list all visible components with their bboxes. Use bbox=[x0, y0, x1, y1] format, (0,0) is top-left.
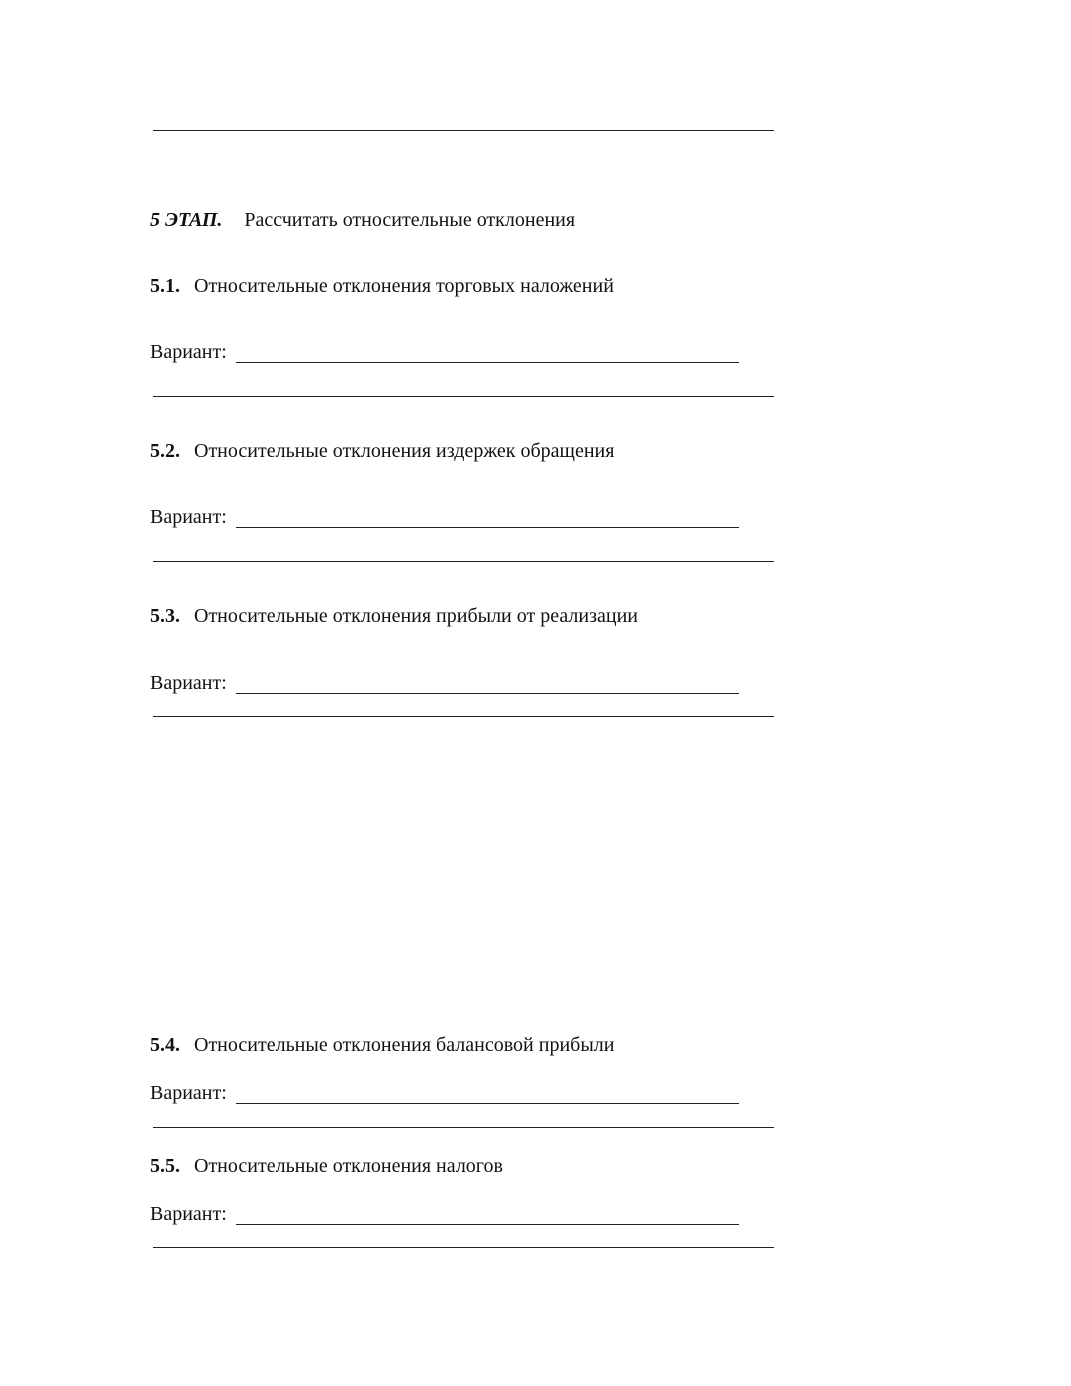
answer-line-5-3[interactable] bbox=[153, 716, 774, 717]
variant-answer-line-5-4[interactable] bbox=[236, 1103, 739, 1104]
section-heading-5-4 bbox=[150, 1033, 614, 1057]
blank-line-top bbox=[153, 130, 774, 131]
stage-title: Рассчитать относительные отклонения bbox=[244, 209, 576, 231]
variant-answer-line-5-2[interactable] bbox=[236, 527, 739, 528]
section-title: Относительные отклонения издержек обращения bbox=[194, 440, 615, 462]
answer-line-5-2[interactable] bbox=[153, 561, 774, 562]
answer-line-5-5[interactable] bbox=[153, 1247, 774, 1248]
section-title: Относительные отклонения балансовой прибыли bbox=[194, 1034, 615, 1056]
variant-label-5-1: Вариант: bbox=[150, 341, 227, 363]
section-number: 5.5. bbox=[150, 1155, 180, 1177]
variant-label-5-2: Вариант: bbox=[150, 506, 227, 528]
section-heading-5-3 bbox=[150, 604, 638, 628]
section-number: 5.3. bbox=[150, 605, 180, 627]
variant-answer-line-5-3[interactable] bbox=[236, 693, 739, 694]
answer-line-5-1[interactable] bbox=[153, 396, 774, 397]
stage-heading bbox=[150, 208, 575, 232]
section-number: 5.1. bbox=[150, 275, 180, 297]
section-number: 5.2. bbox=[150, 440, 180, 462]
variant-label-5-4: Вариант: bbox=[150, 1082, 227, 1104]
section-heading-5-5 bbox=[150, 1154, 503, 1178]
section-title: Относительные отклонения прибыли от реализации bbox=[194, 605, 638, 627]
stage-number: 5 ЭТАП. bbox=[150, 209, 223, 231]
variant-answer-line-5-5[interactable] bbox=[236, 1224, 739, 1225]
section-heading-5-2 bbox=[150, 439, 614, 463]
variant-label-5-5: Вариант: bbox=[150, 1203, 227, 1225]
variant-answer-line-5-1[interactable] bbox=[236, 362, 739, 363]
variant-label-5-3: Вариант: bbox=[150, 672, 227, 694]
answer-line-5-4[interactable] bbox=[153, 1127, 774, 1128]
section-title: Относительные отклонения торговых наложений bbox=[194, 275, 614, 297]
section-number: 5.4. bbox=[150, 1034, 180, 1056]
section-heading-5-1 bbox=[150, 274, 614, 298]
section-title: Относительные отклонения налогов bbox=[194, 1155, 503, 1177]
